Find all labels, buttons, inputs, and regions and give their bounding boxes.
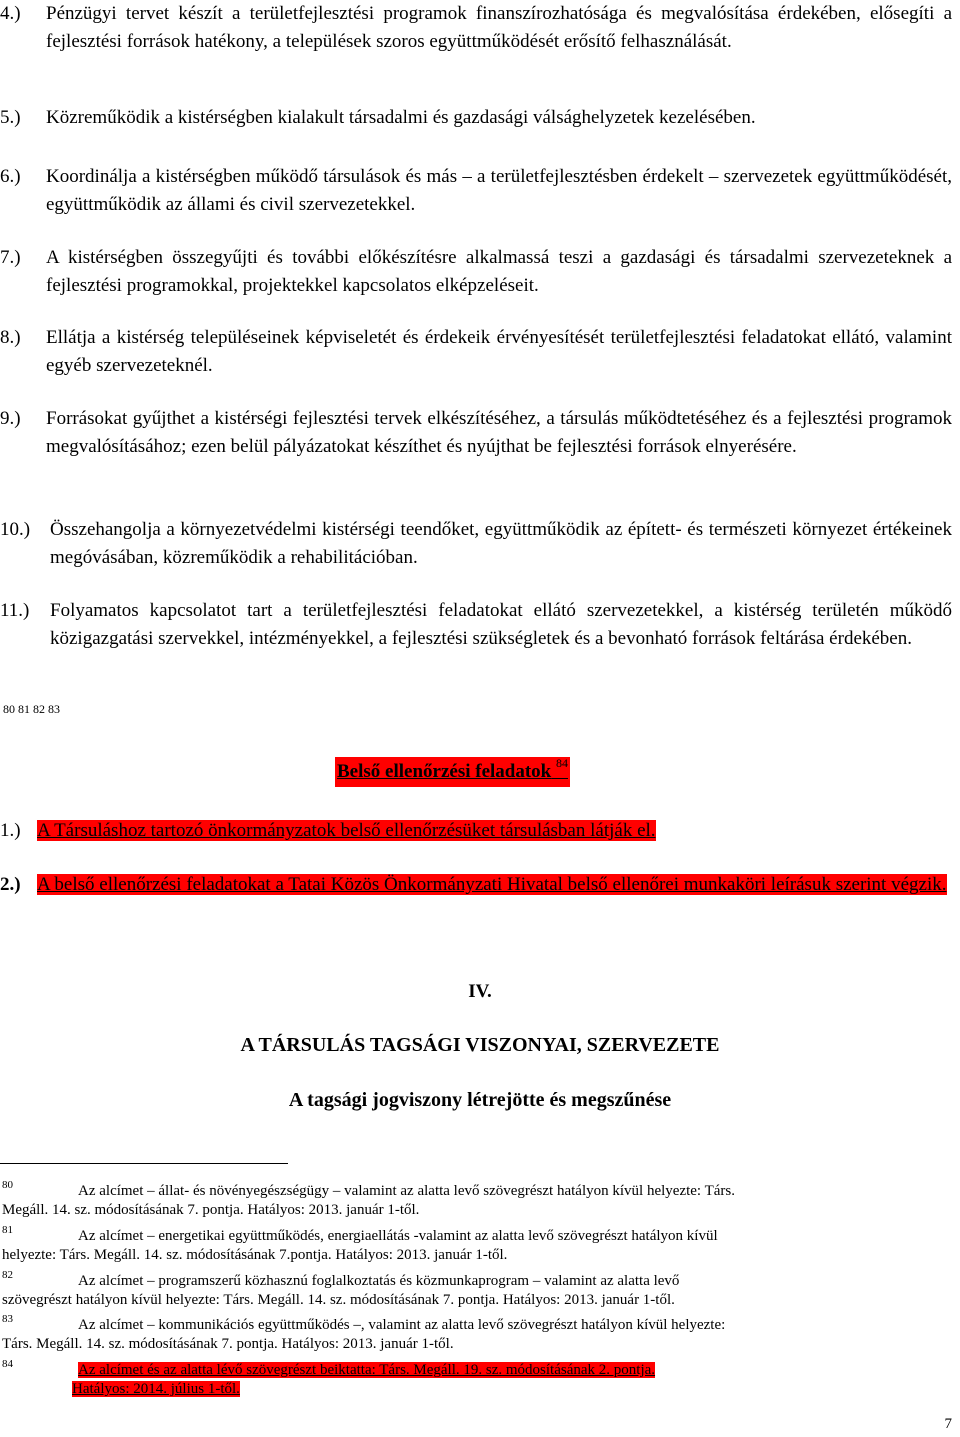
item-text: Folyamatos kapcsolatot tart a területfejlesztési feladatokat ellátó szervezetekkel, a kistérség területén működő közigazgatási szervekkel, intézményekkel, a fejlesztési szükségletek és a bevonható források feltárása érdekében.	[50, 600, 952, 649]
section-number: IV.	[468, 981, 492, 1002]
item-number: 6.)	[0, 166, 21, 187]
highlighted-text: A belső ellenőrzési feladatokat a Tatai Közös Önkormányzati Hivatal belső ellenőrei munkaköri leírásuk szerint végzik.	[37, 874, 947, 895]
footnote-mark: 82	[2, 1269, 13, 1281]
footnote	[2, 1313, 952, 1354]
footnote-text: Az alcímet – programszerű közhasznú foglalkoztatás és közmunkaprogram – valamint az alatta levő	[78, 1273, 680, 1289]
footnote-text-cont: Társ. Megáll. 14. sz. módosításának 7. pontja. Hatályos: 2013. január 1-től.	[2, 1336, 454, 1352]
list-item	[0, 163, 952, 219]
item-text: Közreműködik a kistérségben kialakult társadalmi és gazdasági válsághelyzetek kezelésében.	[46, 107, 756, 128]
footnote-text: Az alcímet – állat- és növényegészségügy – valamint az alatta levő szövegrészt hatályon kívül helyezte: Társ.	[78, 1183, 735, 1199]
item-number: 2.)	[0, 874, 21, 895]
footnote-text-cont: Megáll. 14. sz. módosításának 7. pontja. Hatályos: 2013. január 1-től.	[2, 1202, 420, 1218]
page-number: 7	[944, 1416, 952, 1432]
section-heading-internal-control	[335, 757, 570, 787]
item-text: Forrásokat gyűjthet a kistérségi fejlesztési tervek elkészítéséhez, a társulás működtetéséhez és a fejlesztési programok megvalósításához; ezen belül pályázatokat készíthet és nyújthat be fejlesztési források elnyerésére.	[46, 408, 952, 457]
list-item	[0, 244, 952, 300]
item-number: 4.)	[0, 3, 21, 24]
footnote-text-cont: szövegrészt hatályon kívül helyezte: Társ. Megáll. 14. sz. módosításának 7. pontja. Hatályos: 2013. január 1-től.	[2, 1292, 675, 1308]
footnote	[2, 1224, 952, 1265]
item-text: Ellátja a kistérség településeinek képviseletét és érdekeik érvényesítését területfejlesztési feladatokat ellátó, valamint egyéb szervezeteknél.	[46, 327, 952, 376]
footnote-separator	[0, 1163, 288, 1164]
footnote	[2, 1179, 952, 1220]
highlighted-footnote-text: Az alcímet és az alatta lévő szövegrészt beiktatta: Társ. Megáll. 19. sz. módosításának 2. pontja.	[78, 1362, 656, 1378]
section-subtitle: A tagsági jogviszony létrejötte és megszűnése	[288, 1089, 672, 1111]
list-item	[0, 0, 952, 56]
item-number: 8.)	[0, 327, 21, 348]
footnote-mark: 80	[2, 1179, 13, 1191]
footnote-text: Az alcímet – energetikai együttműködés, energiaellátás -valamint az alatta levő szövegrészt hatályon kívül	[78, 1228, 718, 1244]
list-item	[0, 817, 952, 845]
list-item	[0, 324, 952, 380]
footnote-mark: 83	[2, 1313, 13, 1325]
section-title: A TÁRSULÁS TAGSÁGI VISZONYAI, SZERVEZETE	[240, 1034, 720, 1056]
list-item	[0, 516, 952, 572]
heading-text: Belső ellenőrzési feladatok	[337, 761, 552, 782]
item-text: Koordinálja a kistérségben működő társulások és más – a területfejlesztésben érdekelt – szervezetek együttműködését, együttműködik az állami és civil szervezetekkel.	[46, 166, 952, 215]
item-text: Összehangolja a környezetvédelmi kistérségi teendőket, együttműködik az épített- és természeti környezet értékeinek megóvásában, közreműködik a rehabilitációban.	[50, 519, 952, 568]
item-text: Pénzügyi tervet készít a területfejlesztési programok finanszírozhatósága és megvalósítása érdekében, elősegíti a fejlesztési források hatékony, a települések szoros együttműködését erősítő felhasználását.	[46, 3, 952, 52]
footnote	[2, 1269, 952, 1310]
list-item	[0, 104, 952, 132]
footnote-marker: 84	[556, 756, 568, 770]
item-number: 1.)	[0, 820, 21, 841]
footnote-mark: 81	[2, 1224, 13, 1236]
highlighted-footnote-text-cont: Hatályos: 2014. július 1-től.	[72, 1381, 240, 1397]
footnote-references: 80 81 82 83	[3, 702, 60, 716]
list-item	[0, 405, 952, 461]
item-number: 9.)	[0, 408, 21, 429]
footnote-text: Az alcímet – kommunikációs együttműködés –, valamint az alatta levő szövegrészt hatályon kívül helyezte:	[78, 1317, 726, 1333]
item-text: A kistérségben összegyűjti és további előkészítésre alkalmassá teszi a gazdasági és társadalmi szervezeteknek a fejlesztési programokkal, projektekkel kapcsolatos elképzeléseit.	[46, 247, 952, 296]
list-item	[0, 871, 952, 899]
footnote	[2, 1358, 952, 1399]
item-number: 5.)	[0, 107, 21, 128]
footnote-mark: 84	[2, 1358, 13, 1370]
item-number: 10.)	[0, 519, 31, 540]
footnote-text-cont: helyezte: Társ. Megáll. 14. sz. módosításának 7.pontja. Hatályos: 2013. január 1-től.	[2, 1247, 508, 1263]
item-number: 7.)	[0, 247, 21, 268]
list-item	[0, 597, 952, 653]
highlighted-text: A Társuláshoz tartozó önkormányzatok belső ellenőrzésüket társulásban látják el.	[37, 820, 656, 841]
item-number: 11.)	[0, 600, 30, 621]
